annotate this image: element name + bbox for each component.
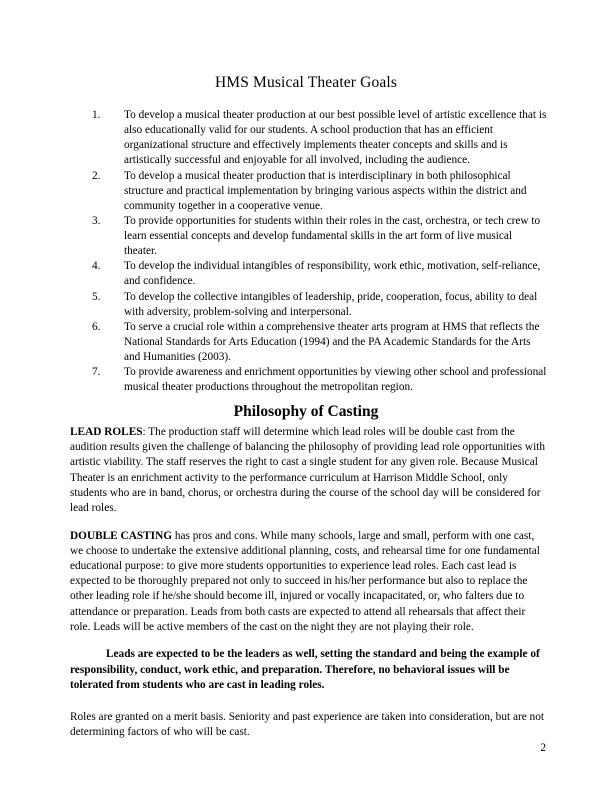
paragraph-lead-roles <box>70 425 546 516</box>
list-item-text: To develop the collective intangibles of leadership, pride, cooperation, focus, ability to deal with adversity, problem-solving and interpersonal. <box>124 290 538 318</box>
list-item <box>92 259 547 289</box>
list-item-number: 3. <box>92 214 101 227</box>
double-casting-label: DOUBLE CASTING <box>70 529 173 542</box>
list-item-number: 2. <box>92 169 101 182</box>
paragraph-leaders-statement: Leads are expected to be the leaders as well, setting the standard and being the example of responsibility, conduct, work ethic, and preparation. Therefore, no behavioral issues will be tolerated from students who are cast in leading roles. <box>70 648 540 691</box>
list-item <box>92 108 547 169</box>
list-item <box>92 214 547 259</box>
list-item-text: To develop the individual intangibles of responsibility, work ethic, motivation, self-reliance, and confidence. <box>124 260 541 288</box>
list-item <box>92 290 547 320</box>
lead-roles-text: : The production staff will determine which lead roles will be double cast from the audition results given the challenge of balancing the philosophy of providing lead role opportunities with artistic viability. The staff reserves the right to cast a single student for any given role. Because Musical Theater is an enrichment activity to the performance curriculum at Harrison Middle School, only students who are in band, chorus, or orchestra during the course of the school day will be considered for lead roles. <box>70 426 545 514</box>
list-item-number: 5. <box>92 290 101 303</box>
list-item-text: To provide awareness and enrichment opportunities by viewing other school and professional musical theater productions throughout the metropolitan region. <box>124 366 547 394</box>
list-item-number: 4. <box>92 260 101 273</box>
page-number: 2 <box>540 742 546 754</box>
list-item-number: 1. <box>92 109 101 121</box>
goals-list <box>92 108 547 395</box>
list-item-number: 7. <box>92 366 101 379</box>
list-item <box>92 320 547 365</box>
paragraph-double-casting <box>70 529 546 635</box>
double-casting-text: has pros and cons. While many schools, large and small, perform with one cast, we choose to undertake the extensive additional planning, costs, and rehearsal time for one fundamental educational purpose: to give more students opportunities to experience lead roles. Each cast lead is expected to be thoroughly prepared not only to succeed in his/her performance but also to replace the other leading role if he/she should become ill, injured or vocally incapacitated, or, who falters due to attendance or preparation. Leads from both casts are expected to attend all rehearsals that affect their role. Leads will be active members of the cast on the night they are not playing their role. <box>70 529 540 633</box>
list-item <box>92 169 547 214</box>
list-item-text: To develop a musical theater production at our best possible level of artistic excellence that is also educationally valid for our students. A school production that has an efficient organizational structure and effectively implements theater concepts and skills and is artistically successful and enjoyable for all involved, including the audience. <box>124 109 547 167</box>
list-item <box>92 365 547 395</box>
list-item-text: To provide opportunities for students within their roles in the cast, orchestra, or tech crew to learn essential concepts and develop fundamental skills in the art form of live musical theater. <box>124 214 541 258</box>
list-item-text: To serve a crucial role within a comprehensive theater arts program at HMS that reflects the National Standards for Arts Education (1994) and the PA Academic Standards for the Arts and Humanities (2003). <box>124 320 540 363</box>
list-item-number: 6. <box>92 320 101 333</box>
section-heading-philosophy-of-casting: Philosophy of Casting <box>233 402 379 420</box>
paragraph-merit-statement: Roles are granted on a merit basis. Seniority and past experience are taken into consideration, but are not determining factors of who will be cast. <box>70 711 544 739</box>
page-title: HMS Musical Theater Goals <box>214 74 398 92</box>
list-item-text: To develop a musical theater production that is interdisciplinary in both philosophical structure and practical implementation by bringing various aspects within the district and community together in a cooperative venue. <box>124 169 527 212</box>
philosophy-body <box>70 425 546 740</box>
lead-roles-label: LEAD ROLES <box>70 426 143 438</box>
